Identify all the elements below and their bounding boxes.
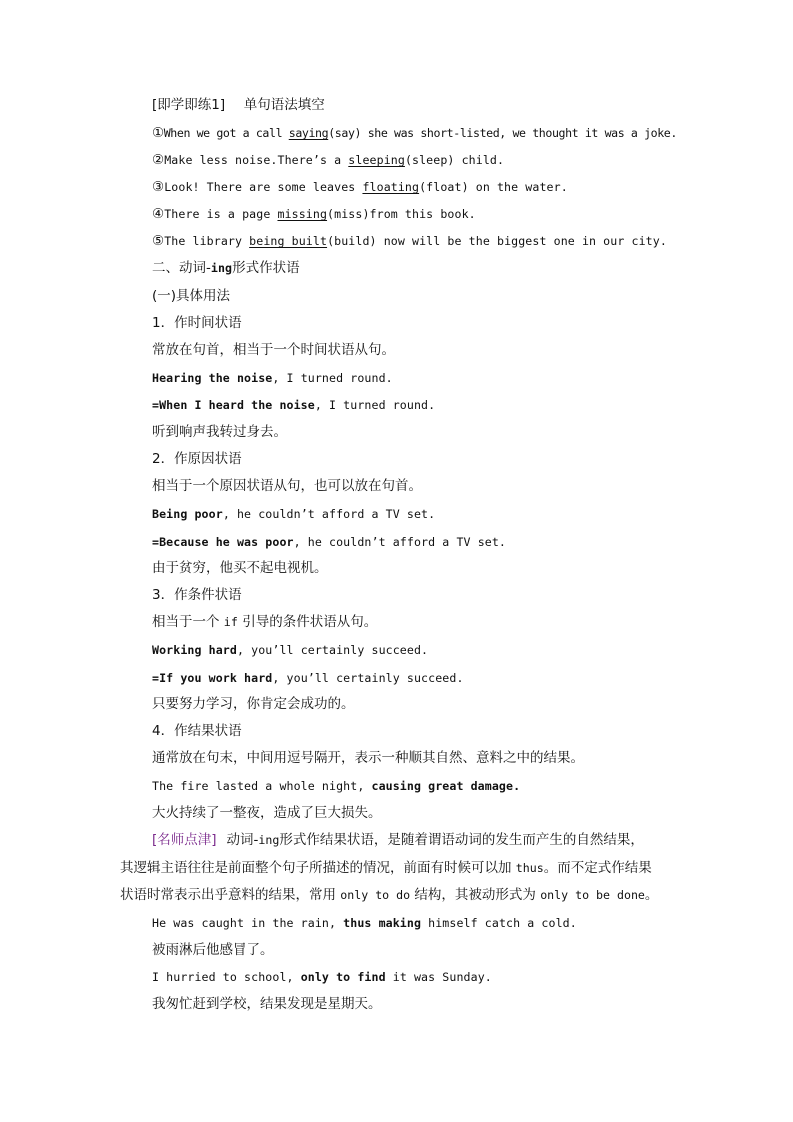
example-translation: 由于贫穷，他买不起电视机。: [152, 560, 328, 576]
example-sentence: Hearing the noise, I turned round.: [152, 371, 393, 385]
subsection-title: (一)具体用法: [152, 288, 231, 304]
answer-blank: saying: [288, 126, 329, 140]
example-sentence: He was caught in the rain, thus making himself catch a cold.: [152, 916, 577, 930]
tip-line-3: 状语时常表示出乎意料的结果，常用 only to do 结构，其被动形式为 only to be done。: [120, 887, 659, 903]
use-desc-2: 相当于一个原因状语从句，也可以放在句首。: [152, 478, 422, 494]
example-equivalent: =Because he was poor, he couldn’t afford a TV set.: [152, 535, 507, 549]
answer-blank: missing: [277, 207, 328, 221]
use-desc-1: 常放在句首，相当于一个时间状语从句。: [152, 342, 395, 358]
exercise-header-title: 单句语法填空: [243, 97, 325, 113]
use-heading-2: 2．作原因状语: [152, 451, 242, 467]
tip-line-2: 其逻辑主语往往是前面整个句子所描述的情况，前面有时候可以加 thus。而不定式作结果: [120, 860, 652, 876]
example-translation: 听到响声我转过身去。: [152, 424, 287, 440]
section-title: 二、动词-ing形式作状语: [152, 260, 300, 276]
use-heading-3: 3．作条件状语: [152, 587, 242, 603]
use-desc-3: 相当于一个 if 引导的条件状语从句。: [152, 614, 378, 630]
exercise-header: [152, 95, 325, 115]
tip-line-1: [名师点津] 动词-ing形式作结果状语，是随着谓语动词的发生而产生的自然结果，: [152, 832, 644, 848]
example-sentence: Being poor, he couldn’t afford a TV set.: [152, 507, 436, 521]
exercise-item-2: ②Make less noise.There’s a sleeping(sleep) child.: [152, 152, 505, 168]
example-equivalent: =If you work hard, you’ll certainly succeed.: [152, 671, 464, 685]
exercise-item-3: ③Look! There are some leaves floating(float) on the water.: [152, 179, 568, 195]
example-sentence: The fire lasted a whole night, causing great damage.: [152, 779, 521, 793]
tip-label: [名师点津]: [152, 832, 217, 848]
exercise-item-4: ④There is a page missing(miss)from this book.: [152, 206, 476, 222]
use-heading-4: 4．作结果状语: [152, 723, 242, 739]
use-desc-4: 通常放在句末，中间用逗号隔开，表示一种顺其自然、意料之中的结果。: [152, 750, 584, 766]
example-equivalent: =When I heard the noise, I turned round.: [152, 398, 436, 412]
example-translation: 大火持续了一整夜，造成了巨大损失。: [152, 805, 382, 821]
example-translation: 被雨淋后他感冒了。: [152, 942, 274, 958]
answer-blank: floating: [362, 180, 420, 194]
use-heading-1: 1．作时间状语: [152, 315, 242, 331]
example-sentence: I hurried to school, only to find it was Sunday.: [152, 970, 492, 984]
exercise-header-bracket: [即学即练1]: [152, 97, 226, 113]
exercise-item-5: ⑤The library being built(build) now will be the biggest one in our city.: [152, 233, 667, 249]
exercise-item-1: ①When we got a call saying(say) she was short-listed, we thought it was a joke.: [152, 125, 677, 141]
example-translation: 只要努力学习，你肯定会成功的。: [152, 696, 355, 712]
example-sentence: Working hard, you’ll certainly succeed.: [152, 643, 429, 657]
answer-blank: being built: [249, 234, 328, 248]
answer-blank: sleeping: [348, 153, 405, 167]
example-translation: 我匆忙赶到学校，结果发现是星期天。: [152, 996, 382, 1012]
